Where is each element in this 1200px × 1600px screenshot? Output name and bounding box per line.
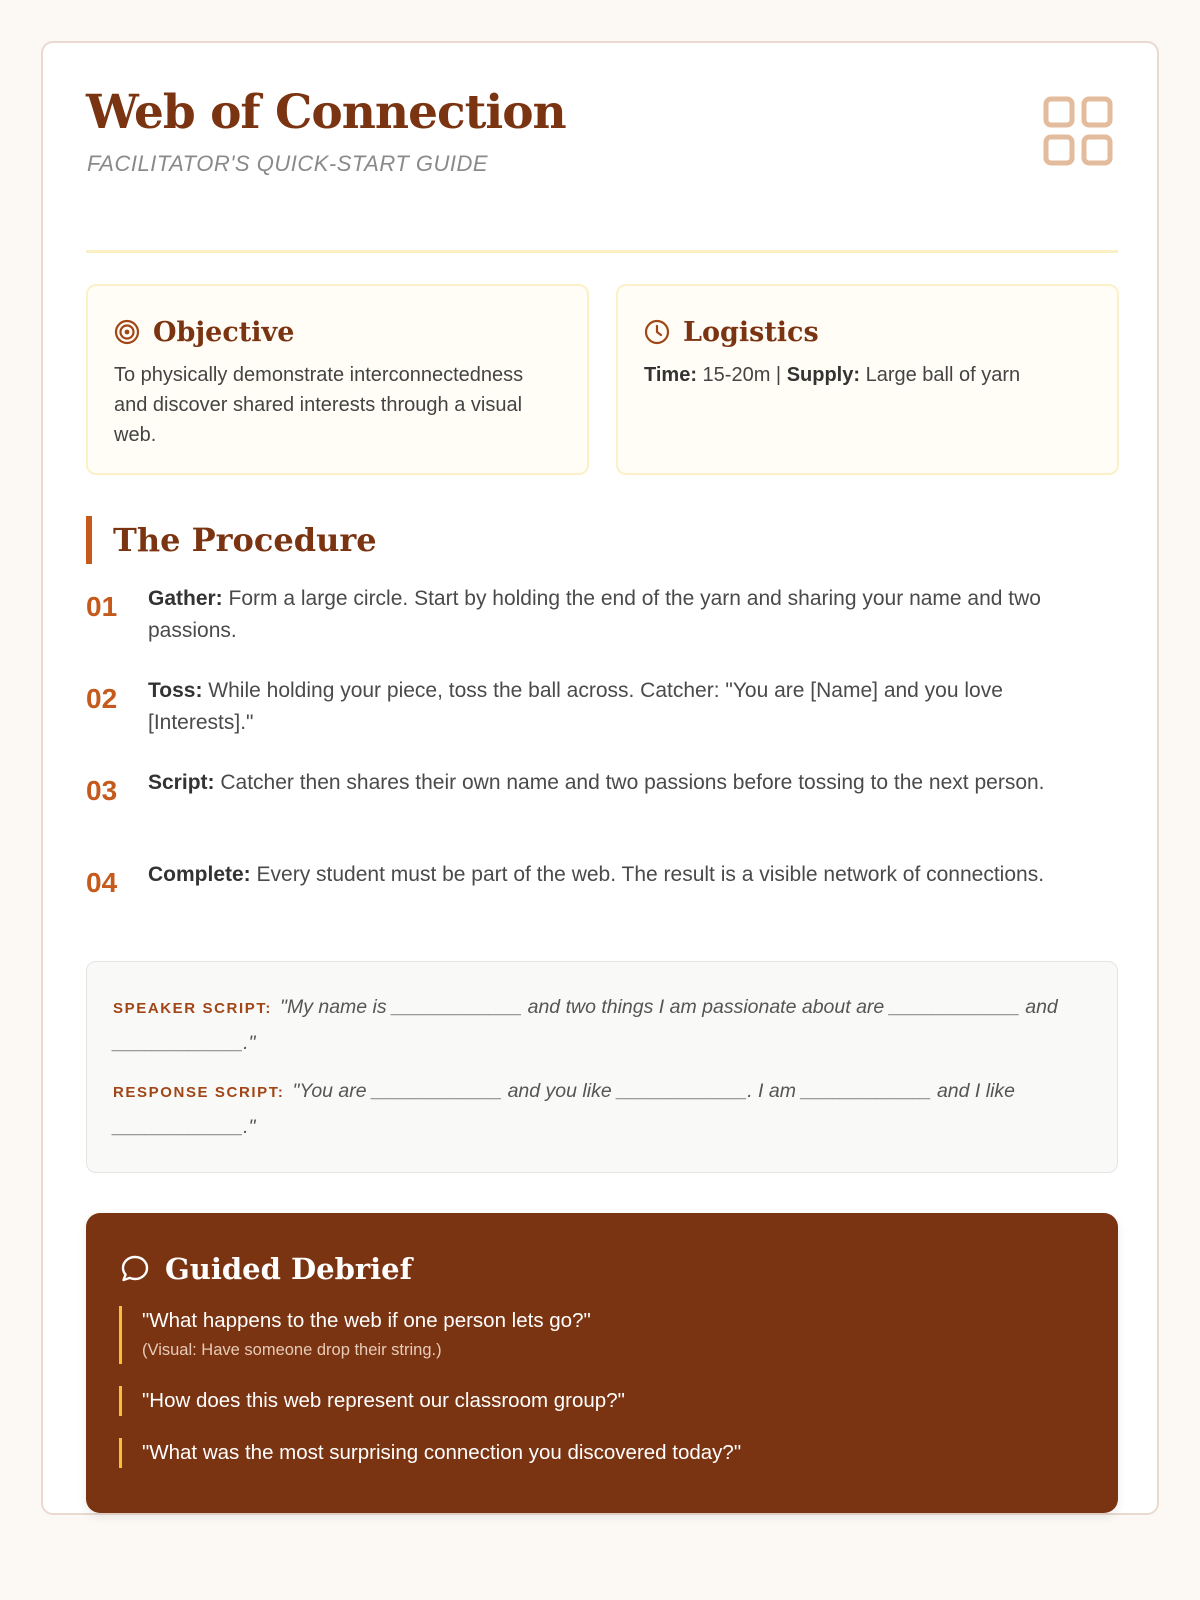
- response-script-text: "You are ____________ and you like ____________. I am ____________ and I like ____________.": [113, 1080, 1015, 1138]
- step-item: [86, 767, 1118, 859]
- time-value: 15-20m: [702, 364, 771, 386]
- speaker-script-text: "My name is ____________ and two things I am passionate about are ____________ and ____________.": [113, 996, 1058, 1054]
- separator: |: [775, 364, 782, 386]
- page-title: Web of Connection: [86, 85, 566, 140]
- logistics-box: [616, 284, 1119, 475]
- step-text: [148, 583, 1108, 647]
- clock-icon: [644, 319, 670, 345]
- debrief-question: [119, 1386, 1085, 1416]
- debrief-questions: [119, 1306, 1085, 1468]
- step-text: [148, 767, 1108, 799]
- step-number: 03: [86, 775, 118, 806]
- step-item: [86, 675, 1118, 767]
- objective-text: To physically demonstrate interconnectedness and discover shared interests through a visual web.: [114, 364, 524, 446]
- objective-title: Objective: [153, 316, 295, 348]
- page-header: [86, 43, 1118, 253]
- debrief-title: Guided Debrief: [165, 1252, 413, 1286]
- page-subtitle: FACILITATOR'S QUICK-START GUIDE: [87, 151, 489, 176]
- step-label: Toss:: [148, 679, 203, 702]
- speaker-script: [113, 990, 1091, 1061]
- step-description: Form a large circle. Start by holding the end of the yarn and sharing your name and two passions.: [148, 587, 1041, 642]
- logistics-text: [644, 360, 1091, 390]
- step-number: 04: [86, 867, 118, 898]
- debrief-question: [119, 1306, 1085, 1364]
- step-description: Catcher then shares their own name and two passions before tossing to the next person.: [220, 771, 1045, 794]
- step-label: Gather:: [148, 587, 223, 610]
- speaker-script-label: SPEAKER SCRIPT:: [113, 1000, 273, 1017]
- question-text: "What was the most surprising connection you discovered today?": [142, 1441, 742, 1464]
- step-item: [86, 859, 1118, 951]
- procedure-steps: [86, 583, 1118, 951]
- response-script: [113, 1074, 1091, 1145]
- step-text: [148, 859, 1108, 891]
- step-item: [86, 583, 1118, 675]
- step-number: 01: [86, 591, 118, 622]
- speech-bubble-icon: [119, 1253, 151, 1285]
- question-text: "How does this web represent our classroom group?": [142, 1389, 625, 1412]
- objective-box: [86, 284, 589, 475]
- guide-card: [41, 41, 1159, 1515]
- time-label: Time:: [644, 364, 697, 386]
- grid-icon: [1043, 96, 1113, 166]
- step-label: Script:: [148, 771, 215, 794]
- script-box: [86, 961, 1118, 1173]
- step-description: Every student must be part of the web. The result is a visible network of connections.: [256, 863, 1045, 886]
- guide-content: [86, 43, 1118, 1464]
- debrief-panel: [86, 1213, 1118, 1513]
- step-label: Complete:: [148, 863, 251, 886]
- procedure-title: The Procedure: [113, 521, 377, 559]
- target-icon: [114, 319, 140, 345]
- debrief-question: [119, 1438, 1085, 1468]
- question-note: (Visual: Have someone drop their string.): [142, 1341, 442, 1359]
- step-description: While holding your piece, toss the ball across. Catcher: "You are [Name] and you love [Interests].": [148, 679, 1003, 734]
- logistics-title: Logistics: [683, 316, 819, 348]
- procedure-heading: [86, 516, 377, 564]
- supply-label: Supply:: [786, 364, 861, 386]
- step-number: 02: [86, 683, 118, 714]
- supply-value: Large ball of yarn: [865, 364, 1021, 386]
- response-script-label: RESPONSE SCRIPT:: [113, 1084, 285, 1101]
- step-text: [148, 675, 1108, 739]
- question-text: "What happens to the web if one person lets go?": [142, 1309, 591, 1332]
